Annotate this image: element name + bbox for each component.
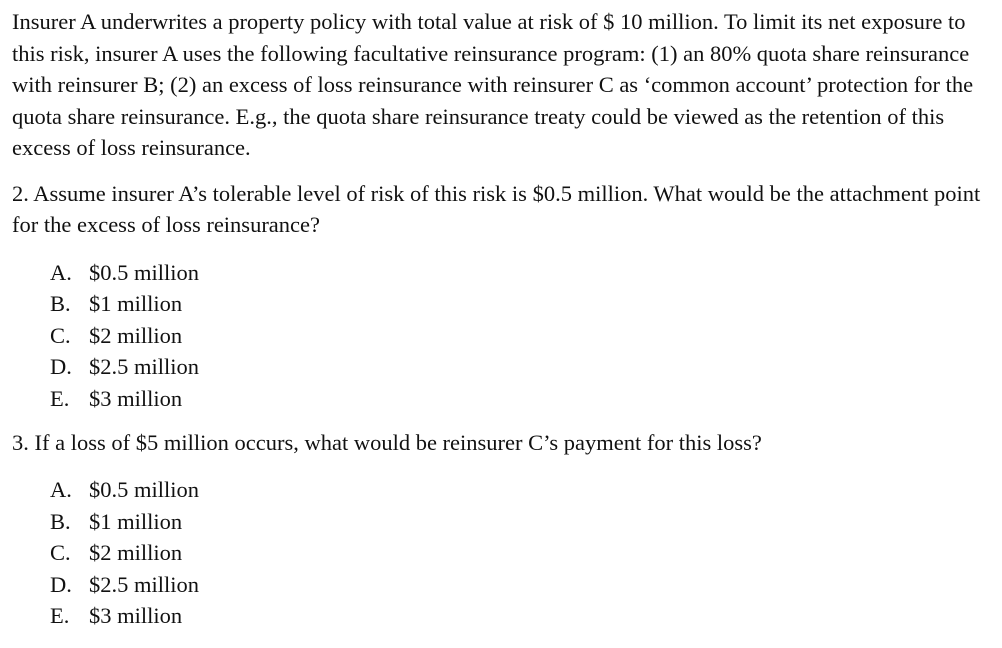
question-3-options xyxy=(12,474,992,632)
option-letter: D. xyxy=(50,571,72,597)
option-text: $2 million xyxy=(89,540,183,566)
question-3-option-e xyxy=(12,600,992,632)
option-letter: E. xyxy=(50,603,70,629)
intro-paragraph: Insurer A underwrites a property policy with total value at risk of $ 10 million. To limit its net exposure to this risk, insurer A uses the following facultative reinsurance program: (1) an 80% quota share reinsurance with reinsurer B; (2) an excess of loss reinsurance with reinsurer C as ‘common account’ protection for the quota share reinsurance. E.g., the quota share reinsurance treaty could be viewed as the retention of this excess of loss reinsurance. xyxy=(12,9,974,160)
option-text: $0.5 million xyxy=(89,259,200,285)
question-3-option-d xyxy=(12,569,992,601)
option-text: $2 million xyxy=(89,322,183,348)
question-3-option-b xyxy=(12,506,992,538)
option-text: $2.5 million xyxy=(89,571,200,597)
option-text: $3 million xyxy=(89,603,183,629)
option-letter: B. xyxy=(50,291,71,317)
option-letter: C. xyxy=(50,540,71,566)
question-2-option-c xyxy=(12,320,992,352)
option-letter: A. xyxy=(50,259,72,285)
question-2-option-d xyxy=(12,351,992,383)
question-2-option-e xyxy=(12,383,992,415)
option-letter: C. xyxy=(50,322,71,348)
option-text: $0.5 million xyxy=(89,476,200,502)
document-page xyxy=(12,6,992,632)
question-2-text: 2. Assume insurer A’s tolerable level of risk of this risk is $0.5 million. What would be the attachment point for the excess of loss reinsurance? xyxy=(12,180,981,237)
question-3-option-c xyxy=(12,537,992,569)
option-letter: D. xyxy=(50,354,72,380)
question-3-option-a xyxy=(12,474,992,506)
question-2-option-a xyxy=(12,257,992,289)
option-text: $1 million xyxy=(89,508,183,534)
question-3-text: 3. If a loss of $5 million occurs, what would be reinsurer C’s payment for this loss? xyxy=(12,430,762,456)
option-text: $1 million xyxy=(89,291,183,317)
question-2-option-b xyxy=(12,288,992,320)
option-letter: E. xyxy=(50,385,70,411)
option-letter: B. xyxy=(50,508,71,534)
question-2-options xyxy=(12,257,992,415)
option-text: $2.5 million xyxy=(89,354,200,380)
option-letter: A. xyxy=(50,476,72,502)
option-text: $3 million xyxy=(89,385,183,411)
